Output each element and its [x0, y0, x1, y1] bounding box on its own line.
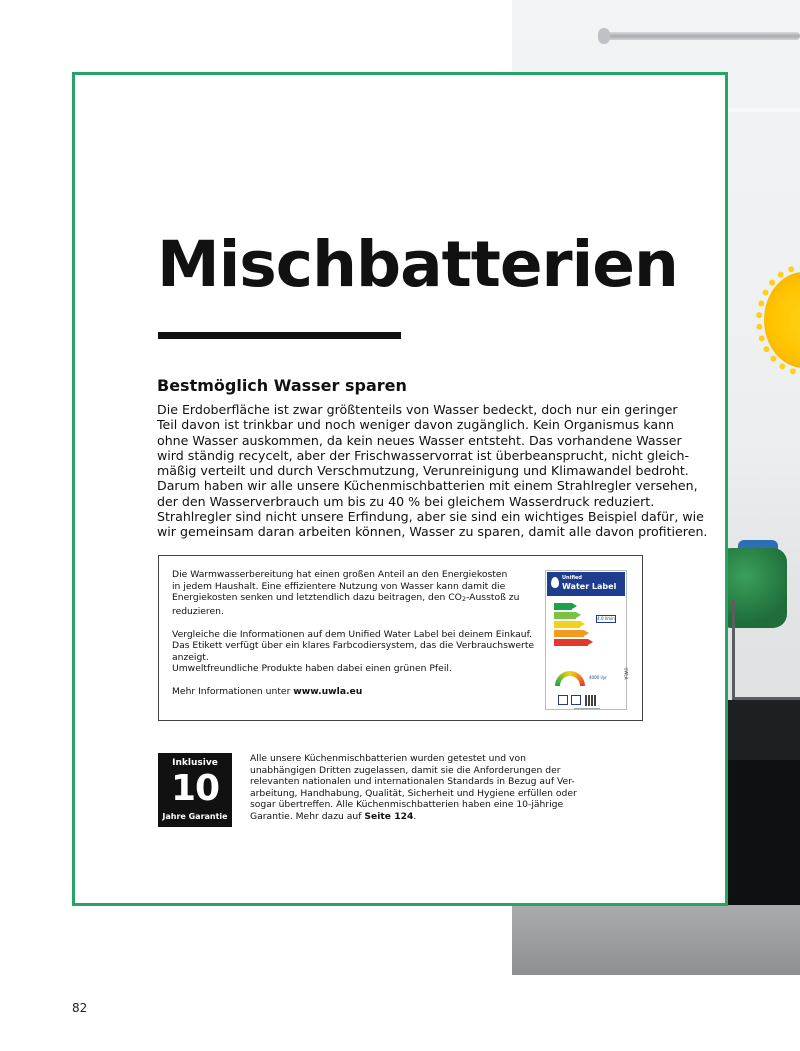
intro-line: Strahlregler sind nicht unsere Erfindung, aber sie sind ein wichtiges Beispiel dafür, wie [157, 509, 704, 525]
co2-prefix: Energiekosten senken und letztendlich dazu beitragen, den CO [172, 592, 462, 603]
co2-subscript: 2 [461, 595, 467, 603]
label-side-text: UWLA [623, 667, 629, 680]
page-number: 82 [72, 1001, 88, 1015]
guarantee-line: sogar übertreffen. Alle Küchenmischbatterien haben eine 10-jährige [250, 799, 564, 810]
rail-end [598, 28, 610, 44]
gauge-inner [560, 676, 580, 686]
guarantee-line: Alle unsere Küchenmischbatterien wurden getestet und von [250, 753, 526, 764]
guarantee-badge [158, 753, 232, 827]
guarantee-line: unabhängigen Dritten zugelassen, damit sie die Anforderungen der [250, 764, 561, 776]
badge-number: 10 [170, 768, 220, 809]
info-line: Vergleiche die Informationen auf dem Unified Water Label bei deinem Einkauf. [172, 628, 533, 640]
info-line: reduzieren. [172, 605, 224, 617]
water-drop-icon [551, 577, 559, 588]
more-info-line [172, 686, 522, 698]
page-title: Mischbatterien [157, 228, 678, 301]
intro-paragraph [157, 402, 708, 540]
guarantee-line: arbeitung, Handhabung, Qualität, Sicherheit und Hygiene erfüllen oder [250, 787, 577, 799]
guarantee-line: relevanten nationalen und internationalen Standards in Bezug auf Ver- [250, 776, 575, 787]
dish-rack [732, 600, 800, 700]
faucet-icon [558, 695, 568, 705]
info-line: in jedem Haushalt. Eine effizientere Nutzung von Wasser kann damit die [172, 580, 506, 592]
intro-line: der den Wasserverbrauch um bis zu 40 % bei gleichem Wasserdruck reduziert. [157, 493, 655, 509]
rating-bar-e [554, 639, 588, 646]
label-footer-line [574, 708, 600, 709]
intro-line: Die Erdoberfläche ist zwar größtenteils von Wasser bedeckt, doch nur ein geringer [157, 402, 678, 417]
badge-bottom-text: Jahre Garantie [162, 812, 228, 821]
info-line-co2 [172, 592, 522, 606]
section-heading: Bestmöglich Wasser sparen [157, 376, 407, 395]
guarantee-text [250, 753, 580, 822]
paragraph-gap [172, 675, 522, 687]
intro-line: ohne Wasser auskommen, da kein neues Wasser entsteht. Das vorhandene Wasser [157, 432, 682, 448]
device-consumption: 4000 l/yr [589, 675, 607, 680]
info-line: Umweltfreundliche Produkte haben dabei einen grünen Pfeil. [172, 663, 452, 674]
unified-water-label [545, 570, 627, 710]
flow-rate-box: 4.0 l/min [597, 616, 615, 621]
guarantee-last-line [250, 811, 580, 823]
intro-line: wird ständig recycelt, aber der Frischwasservorrat ist überbeansprucht, nicht gleich- [157, 447, 690, 463]
guarantee-last-suffix: . [413, 810, 417, 822]
shower-icon [571, 695, 581, 705]
info-line: Die Warmwasserbereitung hat einen großen Anteil an den Energiekosten [172, 569, 508, 580]
rating-bar-d [554, 630, 584, 637]
title-underline [158, 332, 401, 339]
more-info-prefix: Mehr Informationen unter [172, 686, 294, 697]
uwla-link[interactable]: www.uwla.eu [293, 686, 363, 697]
intro-line: wir gemeinsam daran arbeiten können, Wasser zu sparen, damit alle davon profitieren. [157, 524, 708, 540]
water-label-header [547, 572, 625, 596]
water-label-info-box [158, 555, 643, 721]
rating-bar-b [554, 612, 576, 619]
water-label-title: Water Label [562, 582, 617, 591]
info-text [172, 569, 535, 698]
page-reference-link[interactable]: Seite 124 [364, 810, 414, 822]
info-line: Das Etikett verfügt über ein klares Farbcodiersystem, das die Verbrauchswerte [172, 640, 535, 651]
label-icons [558, 695, 598, 705]
stone-countertop [512, 905, 800, 975]
gauge-icon [555, 671, 585, 686]
badge-top-text: Inklusive [172, 758, 218, 768]
co2-suffix: -Ausstoß zu [466, 592, 520, 603]
guarantee-last-prefix: Garantie. Mehr dazu auf [250, 810, 365, 822]
info-line: anzeigt. [172, 651, 209, 663]
qr-code-icon [585, 695, 596, 706]
paragraph-gap [172, 617, 522, 629]
rating-bar-c [554, 621, 580, 628]
water-label-small-text: Unified [562, 575, 583, 581]
intro-line: Darum haben wir alle unsere Küchenmischbatterien mit einem Strahlregler versehen, [157, 478, 698, 494]
rating-bar-a [554, 603, 572, 610]
towel-rail [602, 32, 800, 40]
intro-line: mäßig verteilt und durch Verschmutzung, Verunreinigung und Klimawandel bedroht. [157, 463, 689, 479]
intro-line: Teil davon ist trinkbar und noch weniger davon zugänglich. Kein Organismus kann [157, 417, 675, 433]
